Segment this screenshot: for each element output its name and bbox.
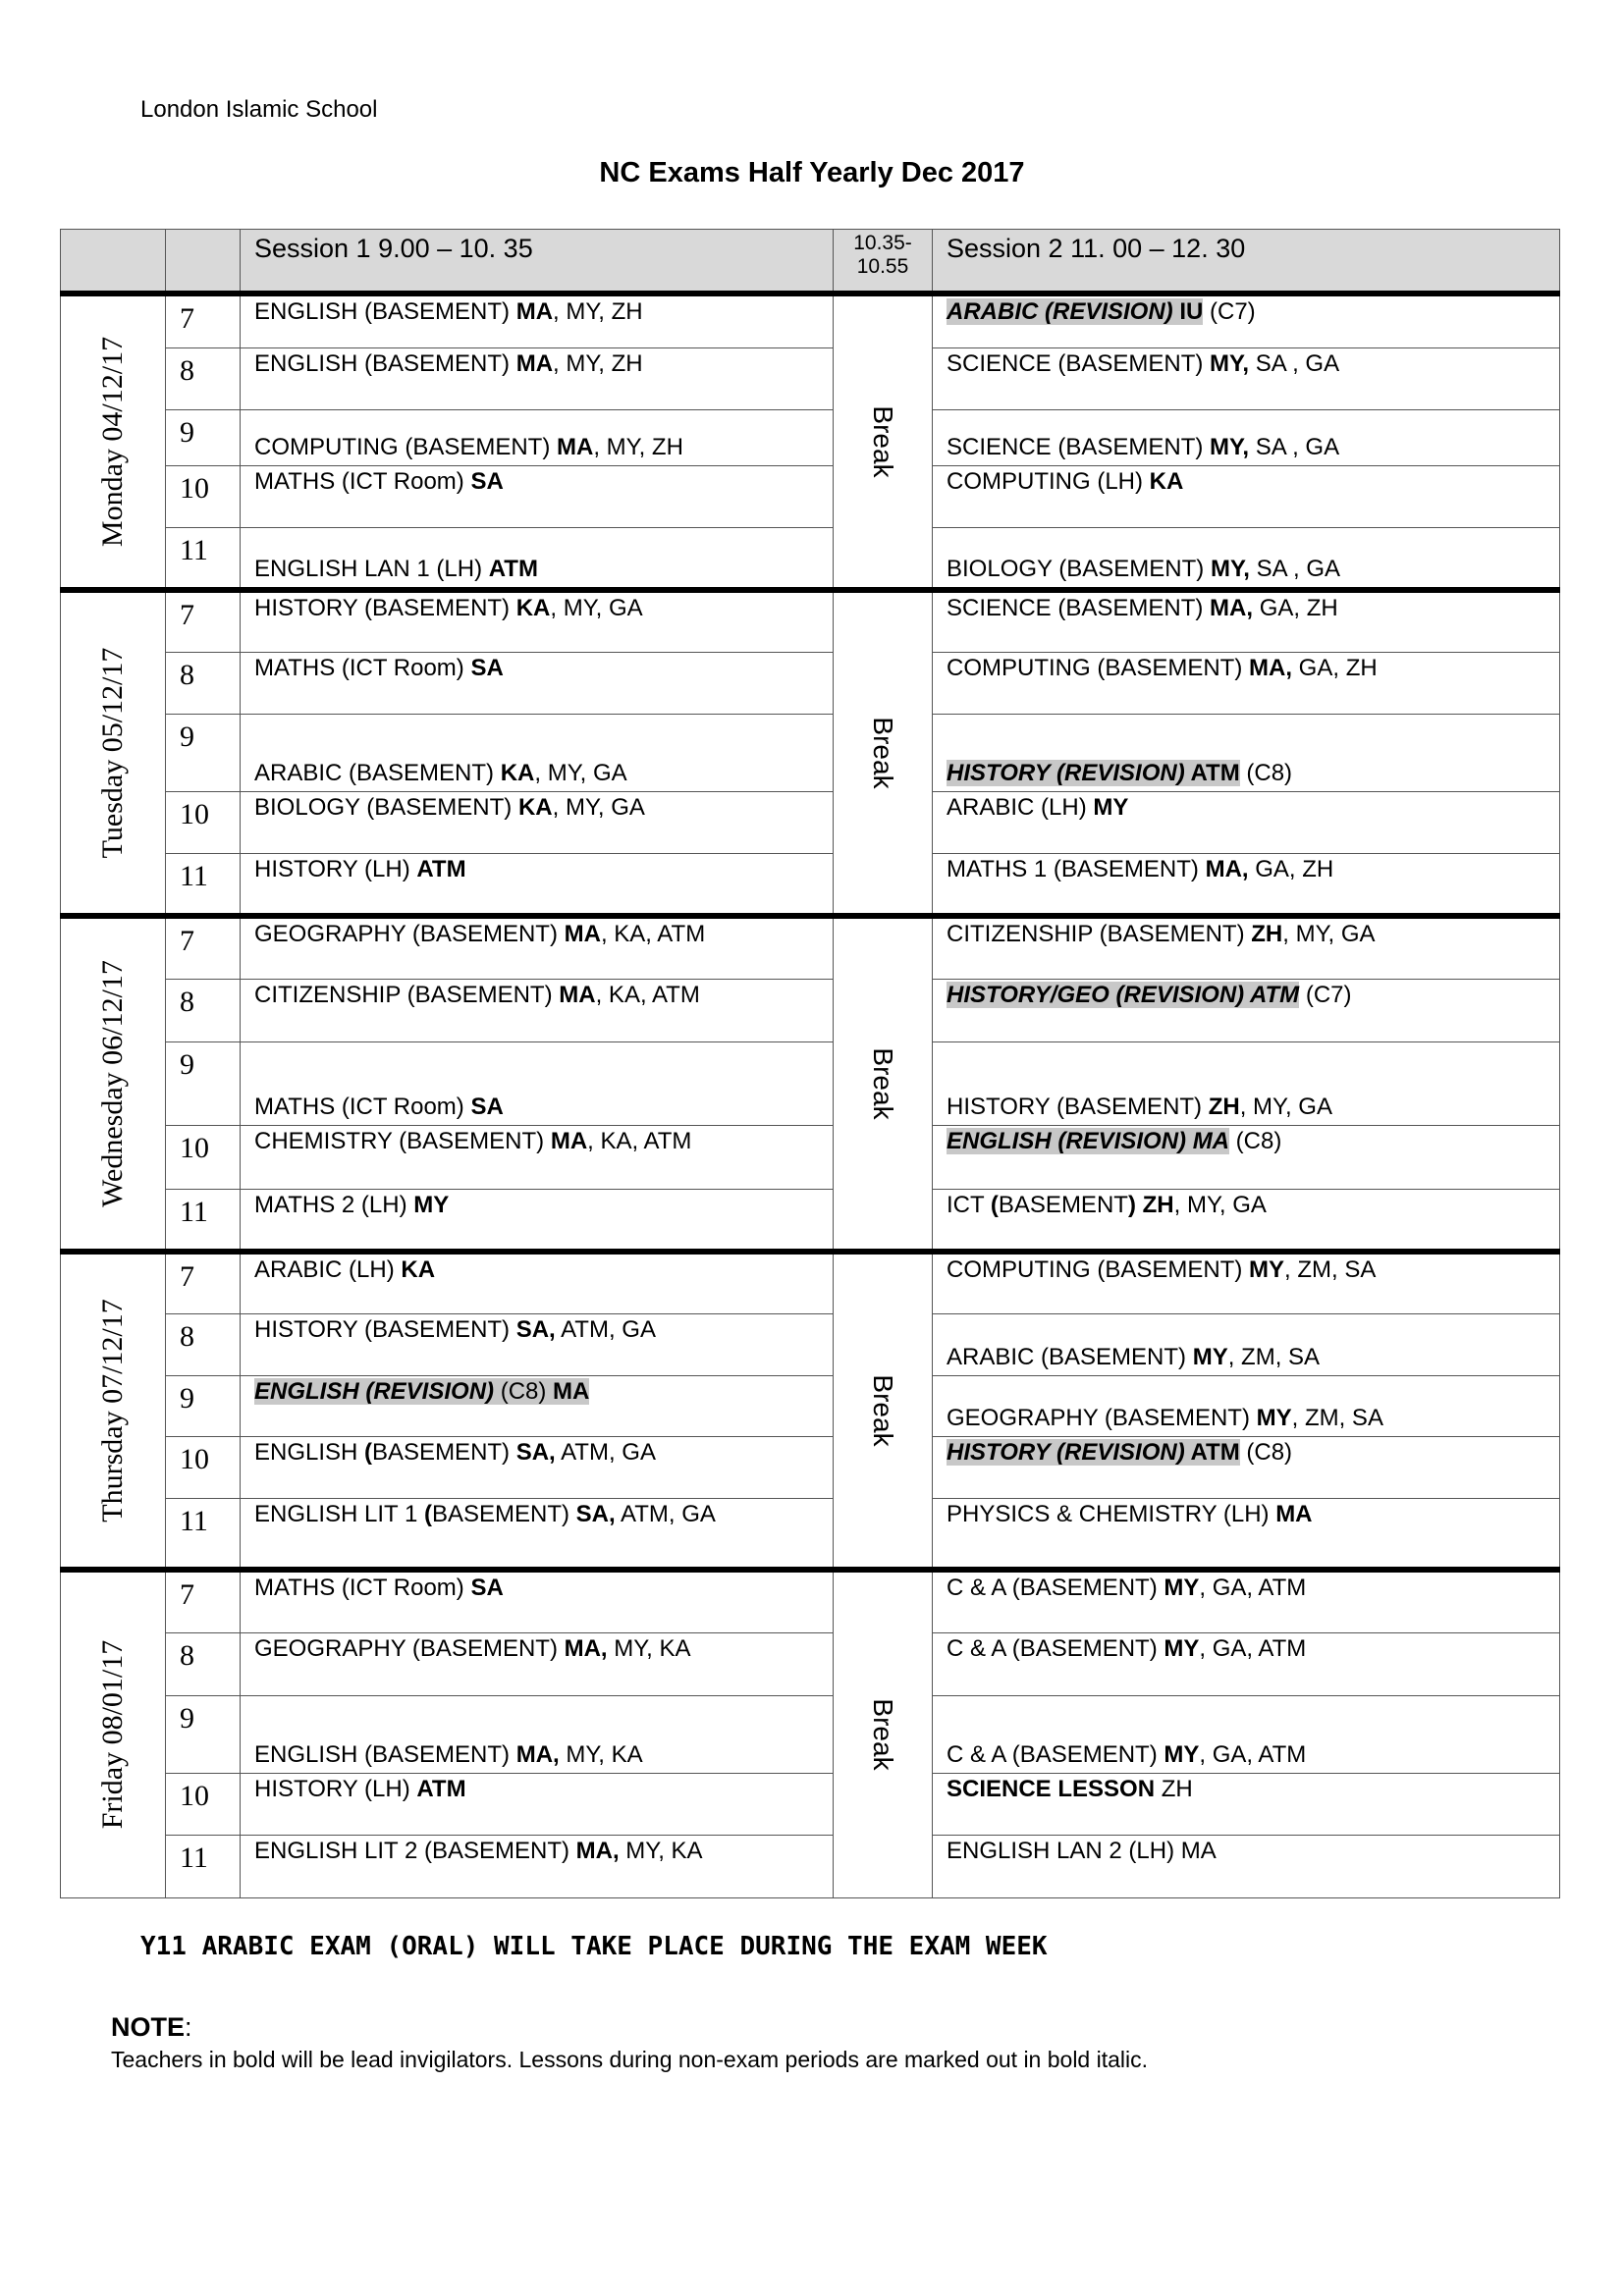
year-group-cell: 8 <box>166 1632 241 1695</box>
break-label: Break <box>868 1374 898 1447</box>
cell-text-segment: , GA, ATM <box>1199 1740 1307 1768</box>
cell-text-segment: MA, <box>1205 855 1249 882</box>
cell-text-segment: ENGLISH (REVISION) MA <box>947 1127 1230 1154</box>
cell-text-segment: MATHS (ICT Room) <box>254 654 471 681</box>
cell-text-segment: , KA, ATM <box>595 981 700 1008</box>
cell-text-segment: MA, <box>1210 595 1254 621</box>
year-group-cell: 8 <box>166 1313 241 1375</box>
cell-text-segment: , MY, ZH <box>593 433 683 460</box>
break-label: Break <box>868 405 898 478</box>
cell-text-segment: ATM, GA <box>555 1315 656 1343</box>
cell-text-segment: GA, ZH <box>1292 654 1378 681</box>
note-heading <box>111 2012 192 2043</box>
break-label: Break <box>868 1047 898 1120</box>
page-title: NC Exams Half Yearly Dec 2017 <box>599 157 1025 188</box>
table-row <box>61 652 1560 714</box>
cell-text-segment: ENGLISH (REVISION) <box>254 1377 495 1405</box>
table-row <box>61 853 1560 916</box>
cell-text-segment: KA <box>1149 467 1184 495</box>
session1-exam-cell <box>241 916 834 979</box>
year-group-cell: 8 <box>166 652 241 714</box>
day-label: Wednesday 06/12/17 <box>96 960 129 1207</box>
note-text: Teachers in bold will be lead invigilators. Lessons during non-exam periods are marked out in bold italic. <box>111 2047 1149 2072</box>
cell-text-segment: MA <box>559 981 596 1008</box>
table-row <box>61 1125 1560 1189</box>
cell-text-segment: , MY, GA <box>552 793 645 821</box>
cell-text-segment: MATHS (ICT Room) <box>254 467 471 495</box>
cell-text-segment: KA <box>500 759 535 786</box>
cell-text-segment: ( <box>364 1438 373 1466</box>
cell-text-segment: , MY, ZH <box>553 298 643 325</box>
table-row <box>61 1835 1560 1897</box>
session2-exam-cell <box>933 1632 1560 1695</box>
cell-text-segment: BASEMENT) <box>431 1500 576 1527</box>
break-time-text: 10.35- 10.55 <box>853 232 912 278</box>
session2-exam-cell <box>933 1125 1560 1189</box>
cell-text-segment: CITIZENSHIP (BASEMENT) <box>947 921 1252 947</box>
header-row <box>61 230 1560 294</box>
cell-text-segment: GEOGRAPHY (BASEMENT) <box>254 921 565 947</box>
session2-exam-cell <box>933 714 1560 791</box>
table-row <box>61 294 1560 347</box>
session2-exam-cell <box>933 1189 1560 1252</box>
cell-text-segment: ( <box>423 1500 432 1527</box>
cell-text-segment: MY <box>1164 1634 1200 1662</box>
day-cell <box>61 1570 166 1897</box>
break-label: Break <box>868 717 898 789</box>
cell-text-segment: ( <box>990 1191 999 1218</box>
break-cell <box>834 1252 933 1570</box>
cell-text-segment: KA <box>515 595 551 621</box>
cell-text-segment: BASEMENT) <box>372 1438 516 1466</box>
session2-exam-cell <box>933 791 1560 853</box>
year-group-cell: 11 <box>166 1189 241 1252</box>
session1-exam-cell <box>241 1773 834 1835</box>
cell-text-segment: ENGLISH LIT 2 (BASEMENT) <box>254 1837 576 1864</box>
cell-text-segment: MA, <box>1249 654 1293 681</box>
cell-text-segment: CHEMISTRY (BASEMENT) <box>254 1127 551 1154</box>
cell-text-segment: ATM <box>488 556 538 582</box>
session2-exam-cell <box>933 1498 1560 1570</box>
session1-exam-cell <box>241 1436 834 1498</box>
table-row <box>61 1570 1560 1632</box>
year-group-cell: 11 <box>166 1835 241 1897</box>
cell-text-segment: KA <box>401 1256 436 1283</box>
cell-text-segment: HISTORY (LH) <box>254 1775 417 1802</box>
cell-text-segment: C & A (BASEMENT) <box>947 1575 1164 1601</box>
cell-text-segment: COMPUTING (BASEMENT) <box>947 654 1250 681</box>
cell-text-segment: ICT <box>947 1191 991 1218</box>
session1-exam-cell <box>241 294 834 347</box>
cell-text-segment: SA <box>470 467 504 495</box>
day-label: Tuesday 05/12/17 <box>96 647 129 859</box>
cell-text-segment: SCIENCE LESSON <box>947 1775 1156 1802</box>
year-group-cell: 9 <box>166 1375 241 1436</box>
cell-text-segment: , MY, GA <box>550 595 643 621</box>
session1-exam-cell <box>241 1313 834 1375</box>
cell-text-segment: , MY, GA <box>1173 1191 1267 1218</box>
session2-exam-cell <box>933 294 1560 347</box>
cell-text-segment: HISTORY (BASEMENT) <box>947 1093 1209 1120</box>
note-label: NOTE <box>111 2012 186 2042</box>
cell-text-segment: MY <box>1192 1343 1228 1370</box>
cell-text-segment: GEOGRAPHY (BASEMENT) <box>947 1404 1257 1431</box>
cell-text-segment: MATHS 2 (LH) <box>254 1191 414 1218</box>
table-row <box>61 1695 1560 1773</box>
cell-text-segment: ATM <box>1184 759 1240 786</box>
header-session2: Session 2 11. 00 – 12. 30 <box>933 230 1560 294</box>
cell-text-segment: MA <box>557 433 594 460</box>
cell-text-segment: MY <box>1164 1740 1200 1768</box>
cell-text-segment: MY <box>1164 1575 1200 1601</box>
cell-text-segment: HISTORY (BASEMENT) <box>254 1315 516 1343</box>
header-session1: Session 1 9.00 – 10. 35 <box>241 230 834 294</box>
school-name: London Islamic School <box>140 96 378 123</box>
cell-text-segment: ZH <box>1251 921 1283 947</box>
table-row <box>61 1436 1560 1498</box>
timetable-body <box>61 294 1560 1897</box>
session1-exam-cell <box>241 1498 834 1570</box>
cell-text-segment: ATM <box>1184 1438 1240 1466</box>
cell-text-segment: SA <box>470 1093 504 1120</box>
year-group-cell: 10 <box>166 1773 241 1835</box>
table-row <box>61 714 1560 791</box>
cell-text-segment: ARABIC (LH) <box>254 1256 402 1283</box>
cell-text-segment: MA, <box>564 1634 608 1662</box>
session1-exam-cell <box>241 791 834 853</box>
table-row <box>61 791 1560 853</box>
session1-exam-cell <box>241 1125 834 1189</box>
cell-text-segment: HISTORY/GEO (REVISION) ATM <box>947 981 1300 1008</box>
cell-text-segment: GA, ZH <box>1253 595 1338 621</box>
day-cell <box>61 1252 166 1570</box>
session2-exam-cell <box>933 1570 1560 1632</box>
cell-text-segment: (C7) <box>1299 981 1352 1008</box>
cell-text-segment: GA, ZH <box>1248 855 1334 882</box>
cell-text-segment: MATHS 1 (BASEMENT) <box>947 855 1206 882</box>
cell-text-segment: SA <box>470 654 504 681</box>
cell-text-segment: HISTORY (REVISION) <box>947 1438 1185 1466</box>
day-cell <box>61 916 166 1252</box>
table-row <box>61 1773 1560 1835</box>
cell-text-segment: HISTORY (BASEMENT) <box>254 595 516 621</box>
table-row <box>61 1632 1560 1695</box>
cell-text-segment: ATM, GA <box>615 1500 716 1527</box>
cell-text-segment: , MY, GA <box>1239 1093 1332 1120</box>
cell-text-segment: , MY, ZH <box>553 349 643 377</box>
cell-text-segment: PHYSICS & CHEMISTRY (LH) <box>947 1500 1276 1527</box>
cell-text-segment: , KA, ATM <box>587 1127 692 1154</box>
cell-text-segment: MY <box>1256 1404 1292 1431</box>
year-group-cell: 7 <box>166 1570 241 1632</box>
cell-text-segment: ZH <box>1155 1775 1193 1802</box>
table-row <box>61 409 1560 465</box>
header-year-cell <box>166 230 241 294</box>
exam-timetable <box>60 229 1560 1898</box>
table-row <box>61 1375 1560 1436</box>
break-cell <box>834 294 933 590</box>
cell-text-segment: ENGLISH (BASEMENT) <box>254 298 516 325</box>
cell-text-segment: SA <box>470 1575 504 1601</box>
oral-exam-note: Y11 ARABIC EXAM (ORAL) WILL TAKE PLACE DURING THE EXAM WEEK <box>140 1932 1048 1961</box>
break-label: Break <box>868 1698 898 1771</box>
session1-exam-cell <box>241 1695 834 1773</box>
cell-text-segment: SCIENCE (BASEMENT) <box>947 349 1211 377</box>
cell-text-segment: SA, <box>575 1500 616 1527</box>
cell-text-segment: IU <box>1172 298 1204 325</box>
cell-text-segment: ZH <box>1142 1191 1174 1218</box>
year-group-cell: 10 <box>166 791 241 853</box>
cell-text-segment: , GA, ATM <box>1199 1575 1307 1601</box>
cell-text-segment: ENGLISH (BASEMENT) <box>254 1740 516 1768</box>
cell-text-segment: , GA, ATM <box>1199 1634 1307 1662</box>
cell-text-segment: CITIZENSHIP (BASEMENT) <box>254 981 560 1008</box>
header-day-cell <box>61 230 166 294</box>
year-group-cell: 8 <box>166 979 241 1041</box>
session1-exam-cell <box>241 979 834 1041</box>
cell-text-segment: C & A (BASEMENT) <box>947 1740 1164 1768</box>
break-cell <box>834 590 933 916</box>
cell-text-segment: ATM, GA <box>555 1438 656 1466</box>
day-cell <box>61 590 166 916</box>
cell-text-segment: MY <box>1249 1256 1285 1283</box>
cell-text-segment: ARABIC (REVISION) <box>947 298 1173 325</box>
table-row <box>61 347 1560 409</box>
cell-text-segment: MA <box>550 1127 588 1154</box>
year-group-cell: 9 <box>166 1695 241 1773</box>
cell-text-segment: ATM <box>416 1775 466 1802</box>
break-cell <box>834 1570 933 1897</box>
cell-text-segment: , MY, GA <box>1282 921 1376 947</box>
table-row <box>61 527 1560 590</box>
cell-text-segment: SCIENCE (BASEMENT) <box>947 595 1211 621</box>
year-group-cell: 9 <box>166 409 241 465</box>
cell-text-segment: COMPUTING (BASEMENT) <box>254 433 558 460</box>
cell-text-segment: , MY, GA <box>534 759 627 786</box>
cell-text-segment: MA <box>1275 1500 1313 1527</box>
session2-exam-cell <box>933 979 1560 1041</box>
cell-text-segment: MY, KA <box>619 1837 703 1864</box>
cell-text-segment: SA , GA <box>1249 556 1341 582</box>
cell-text-segment: MATHS (ICT Room) <box>254 1093 471 1120</box>
session2-exam-cell <box>933 527 1560 590</box>
cell-text-segment: BIOLOGY (BASEMENT) <box>254 793 518 821</box>
cell-text-segment: ARABIC (BASEMENT) <box>947 1343 1193 1370</box>
cell-text-segment: (C8) <box>1239 759 1293 786</box>
session2-exam-cell <box>933 916 1560 979</box>
cell-text-segment: HISTORY (LH) <box>254 855 417 882</box>
table-row <box>61 1498 1560 1570</box>
year-group-cell: 7 <box>166 916 241 979</box>
session1-exam-cell <box>241 853 834 916</box>
year-group-cell: 8 <box>166 347 241 409</box>
year-group-cell: 10 <box>166 1436 241 1498</box>
cell-text-segment: C & A (BASEMENT) <box>947 1634 1164 1662</box>
session1-exam-cell <box>241 409 834 465</box>
day-label: Friday 08/01/17 <box>96 1640 129 1830</box>
session1-exam-cell <box>241 652 834 714</box>
cell-text-segment: HISTORY (REVISION) <box>947 759 1185 786</box>
session2-exam-cell <box>933 1436 1560 1498</box>
cell-text-segment: MY, <box>1210 556 1250 582</box>
session2-exam-cell <box>933 652 1560 714</box>
cell-text-segment: (C8) <box>1229 1127 1282 1154</box>
day-label: Thursday 07/12/17 <box>96 1299 129 1522</box>
cell-text-segment: MA <box>564 921 601 947</box>
header-break-time <box>834 230 933 294</box>
cell-text-segment: ATM <box>416 855 466 882</box>
year-group-cell: 7 <box>166 294 241 347</box>
cell-text-segment: MY <box>413 1191 450 1218</box>
session2-exam-cell <box>933 1375 1560 1436</box>
session1-exam-cell <box>241 1375 834 1436</box>
session1-exam-cell <box>241 1570 834 1632</box>
cell-text-segment: ENGLISH LIT 1 <box>254 1500 424 1527</box>
session2-exam-cell <box>933 1252 1560 1313</box>
cell-text-segment: ) <box>1127 1191 1136 1218</box>
cell-text-segment: ARABIC (LH) <box>947 793 1094 821</box>
session2-exam-cell <box>933 1695 1560 1773</box>
cell-text-segment: ARABIC (BASEMENT) <box>254 759 501 786</box>
cell-text-segment: MY, <box>1210 349 1250 377</box>
cell-text-segment: GEOGRAPHY (BASEMENT) <box>254 1634 565 1662</box>
year-group-cell: 9 <box>166 714 241 791</box>
session2-exam-cell <box>933 1773 1560 1835</box>
cell-text-segment: SCIENCE (BASEMENT) <box>947 433 1211 460</box>
break-cell <box>834 916 933 1252</box>
year-group-cell: 7 <box>166 590 241 652</box>
cell-text-segment: MATHS (ICT Room) <box>254 1575 471 1601</box>
session1-exam-cell <box>241 1252 834 1313</box>
session1-exam-cell <box>241 1189 834 1252</box>
cell-text-segment: ENGLISH LAN 1 (LH) <box>254 556 489 582</box>
year-group-cell: 9 <box>166 1041 241 1125</box>
cell-text-segment: , ZM, SA <box>1284 1256 1377 1283</box>
day-cell <box>61 294 166 590</box>
session2-exam-cell <box>933 1313 1560 1375</box>
session2-exam-cell <box>933 590 1560 652</box>
cell-text-segment: SA, <box>515 1315 556 1343</box>
cell-text-segment: MA, <box>575 1837 620 1864</box>
cell-text-segment: (C7) <box>1203 298 1256 325</box>
cell-text-segment: MA <box>515 349 554 377</box>
cell-text-segment: , KA, ATM <box>600 921 706 947</box>
session2-exam-cell <box>933 1835 1560 1897</box>
table-row <box>61 1189 1560 1252</box>
session1-exam-cell <box>241 527 834 590</box>
cell-text-segment: ENGLISH (BASEMENT) <box>254 349 516 377</box>
cell-text-segment: BASEMENT <box>998 1191 1128 1218</box>
session1-exam-cell <box>241 590 834 652</box>
cell-text-segment: (C8) <box>494 1377 554 1405</box>
cell-text-segment: MY, KA <box>607 1634 691 1662</box>
session1-exam-cell <box>241 1632 834 1695</box>
table-row <box>61 1041 1560 1125</box>
year-group-cell: 11 <box>166 527 241 590</box>
session2-exam-cell <box>933 347 1560 409</box>
cell-text-segment: COMPUTING (LH) <box>947 467 1150 495</box>
day-label: Monday 04/12/17 <box>96 336 129 548</box>
table-row <box>61 1252 1560 1313</box>
session2-exam-cell <box>933 853 1560 916</box>
cell-text-segment: SA , GA <box>1249 349 1340 377</box>
cell-text-segment: MA <box>515 298 554 325</box>
session2-exam-cell <box>933 409 1560 465</box>
session1-exam-cell <box>241 1835 834 1897</box>
cell-text-segment: MA, <box>515 1740 560 1768</box>
session1-exam-cell <box>241 714 834 791</box>
cell-text-segment: ENGLISH <box>254 1438 365 1466</box>
session1-exam-cell <box>241 1041 834 1125</box>
table-row <box>61 1313 1560 1375</box>
session2-exam-cell <box>933 1041 1560 1125</box>
table-row <box>61 590 1560 652</box>
cell-text-segment: MY, KA <box>559 1740 643 1768</box>
cell-text-segment: MY, <box>1210 433 1250 460</box>
cell-text-segment: , ZM, SA <box>1291 1404 1383 1431</box>
cell-text-segment: SA , GA <box>1249 433 1340 460</box>
year-group-cell: 11 <box>166 853 241 916</box>
session1-exam-cell <box>241 465 834 527</box>
session2-exam-cell <box>933 465 1560 527</box>
cell-text-segment: MY <box>1093 793 1129 821</box>
year-group-cell: 10 <box>166 1125 241 1189</box>
table-row <box>61 465 1560 527</box>
cell-text-segment: SA, <box>515 1438 556 1466</box>
table-row <box>61 916 1560 979</box>
note-colon: : <box>185 2012 192 2042</box>
cell-text-segment: KA <box>517 793 553 821</box>
cell-text-segment: (C8) <box>1239 1438 1293 1466</box>
year-group-cell: 11 <box>166 1498 241 1570</box>
cell-text-segment: ZH <box>1208 1093 1240 1120</box>
year-group-cell: 10 <box>166 465 241 527</box>
cell-text-segment: MA <box>553 1377 590 1405</box>
cell-text-segment: BIOLOGY (BASEMENT) <box>947 556 1211 582</box>
year-group-cell: 7 <box>166 1252 241 1313</box>
cell-text-segment: COMPUTING (BASEMENT) <box>947 1256 1250 1283</box>
cell-text-segment: , ZM, SA <box>1227 1343 1321 1370</box>
cell-text-segment <box>1136 1192 1143 1218</box>
cell-text-segment: ENGLISH LAN 2 (LH) MA <box>947 1837 1217 1864</box>
session1-exam-cell <box>241 347 834 409</box>
table-row <box>61 979 1560 1041</box>
